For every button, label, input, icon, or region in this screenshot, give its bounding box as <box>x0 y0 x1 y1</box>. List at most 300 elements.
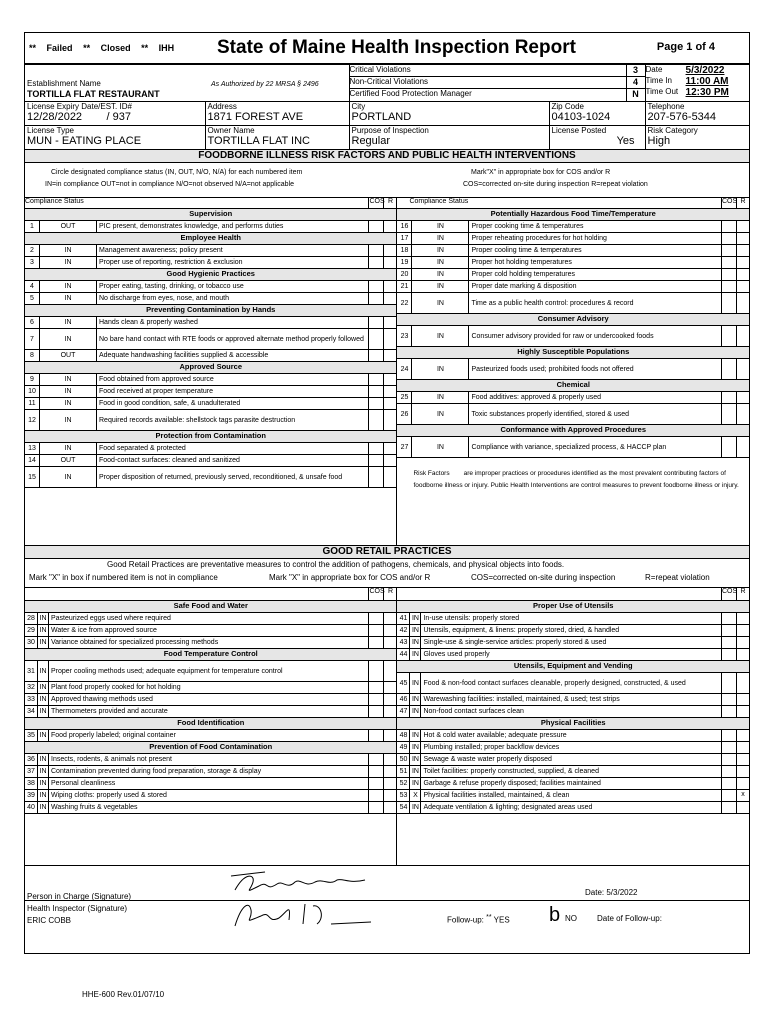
compliance-item <box>25 754 396 766</box>
repeat-checkbox[interactable] <box>383 317 396 328</box>
cos-checkbox[interactable] <box>721 245 736 256</box>
section-heading: Highly Susceptible Populations <box>397 347 749 359</box>
cos-checkbox[interactable] <box>721 392 736 403</box>
repeat-checkbox[interactable] <box>383 682 396 693</box>
cos-label-right: COS <box>721 198 736 208</box>
repeat-checkbox[interactable] <box>736 245 749 256</box>
retail-right-rows <box>397 601 749 814</box>
item-description: Single-use & single-service articles: properly stored & used <box>423 639 607 646</box>
section-heading: Safe Food and Water <box>25 601 396 613</box>
item-status: IN <box>38 694 49 705</box>
compliance-item <box>397 293 749 314</box>
risk-right-header <box>397 198 749 209</box>
repeat-checkbox[interactable] <box>736 694 749 705</box>
compliance-item <box>397 359 749 380</box>
item-description: Insects, rodents, & animals not present <box>51 756 173 763</box>
cos-checkbox[interactable] <box>721 754 736 765</box>
risk-factor-grid <box>25 198 749 545</box>
item-status: IN <box>38 706 49 717</box>
item-description: Contamination prevented during food preparation, storage & display <box>51 768 262 775</box>
section-heading: Prevention of Food Contamination <box>25 742 396 754</box>
compliance-item <box>397 613 749 625</box>
item-status: IN <box>38 637 49 648</box>
cos-checkbox[interactable] <box>368 637 383 648</box>
compliance-item <box>25 625 396 637</box>
cos-checkbox[interactable] <box>721 404 736 424</box>
compliance-item <box>397 233 749 245</box>
item-number: 22 <box>397 293 412 313</box>
item-description: Food & non-food contact surfaces cleanable, properly designed, constructed, & used <box>423 679 686 687</box>
cfpm-label: Certified Food Protection Manager <box>349 89 472 98</box>
ihh-label: IHH <box>158 43 175 53</box>
cos-checkbox[interactable] <box>368 374 383 385</box>
compliance-item <box>25 329 396 350</box>
item-status: IN <box>410 613 421 624</box>
compliance-item <box>397 437 749 458</box>
compliance-item <box>397 404 749 425</box>
compliance-item <box>25 443 396 455</box>
repeat-checkbox[interactable] <box>736 766 749 777</box>
legend-mark: Mark"X" in appropriate box for COS and/or R <box>471 169 611 176</box>
item-number: 25 <box>397 392 412 403</box>
license-type: MUN - EATING PLACE <box>27 135 142 147</box>
city: PORTLAND <box>351 111 412 123</box>
form-id: HHE-600 Rev.01/07/10 <box>82 990 165 999</box>
risk-legend <box>25 163 749 198</box>
critical-count: 3 <box>626 65 645 76</box>
section-heading: Potentially Hazardous Food Time/Temperature <box>397 209 749 221</box>
cos-checkbox[interactable] <box>368 706 383 717</box>
owner-label: Owner Name <box>207 126 255 135</box>
item-description: Food-contact surfaces: cleaned and sanitized <box>99 457 240 464</box>
item-number: 36 <box>25 754 38 765</box>
item-number: 33 <box>25 694 38 705</box>
legend-circle: Circle designated compliance status (IN, OUT, N/O, N/A) for each numbered item <box>51 169 303 176</box>
item-number: 45 <box>397 673 410 693</box>
repeat-checkbox[interactable] <box>736 802 749 813</box>
item-description: Proper eating, tasting, drinking, or tobacco use <box>99 283 244 290</box>
signature-date: 5/3/2022 <box>606 888 638 897</box>
repeat-checkbox[interactable] <box>383 802 396 813</box>
item-description: Compliance with variance, specialized process, & HACCP plan <box>471 443 667 451</box>
item-number: 3 <box>25 257 40 268</box>
repeat-checkbox[interactable] <box>736 359 749 379</box>
risk-note <box>413 468 739 492</box>
compliance-item <box>397 625 749 637</box>
item-status: IN <box>410 694 421 705</box>
repeat-checkbox[interactable] <box>736 613 749 624</box>
item-number: 21 <box>397 281 412 292</box>
est-id: / 937 <box>106 111 131 123</box>
cos-checkbox[interactable] <box>368 625 383 636</box>
item-description: Non-food contact surfaces clean <box>423 708 524 715</box>
cos-checkbox[interactable] <box>368 802 383 813</box>
cos-checkbox[interactable] <box>721 649 736 660</box>
cos-checkbox[interactable] <box>721 269 736 280</box>
item-status: IN <box>412 245 469 256</box>
item-status: IN <box>38 625 49 636</box>
item-status: IN <box>38 790 49 801</box>
item-number: 40 <box>25 802 38 813</box>
repeat-checkbox[interactable] <box>383 281 396 292</box>
item-status: IN <box>38 682 49 693</box>
repeat-checkbox[interactable] <box>383 443 396 454</box>
zip-label: Zip Code <box>551 102 584 111</box>
repeat-checkbox[interactable] <box>736 637 749 648</box>
risk-right-rows <box>397 209 749 458</box>
item-number: 28 <box>25 613 38 624</box>
noncritical-label: Non-Critical Violations <box>349 77 429 86</box>
repeat-checkbox[interactable] <box>736 293 749 313</box>
license-expiry-label: License Expiry Date/EST. ID# <box>27 102 132 111</box>
item-status: IN <box>38 754 49 765</box>
cos-checkbox[interactable] <box>721 625 736 636</box>
repeat-checkbox[interactable] <box>383 766 396 777</box>
item-number: 37 <box>25 766 38 777</box>
repeat-checkbox[interactable] <box>383 706 396 717</box>
retail-legend <box>25 559 749 588</box>
item-description: Food properly labeled; original container <box>51 732 176 739</box>
item-number: 6 <box>25 317 40 328</box>
cos-checkbox[interactable] <box>368 281 383 292</box>
compliance-item <box>25 257 396 269</box>
item-status: IN <box>40 443 97 454</box>
cos-checkbox[interactable] <box>368 682 383 693</box>
cos-checkbox[interactable] <box>721 706 736 717</box>
compliance-item <box>397 637 749 649</box>
repeat-checkbox[interactable] <box>736 281 749 292</box>
repeat-checkbox[interactable] <box>736 625 749 636</box>
item-number: 1 <box>25 221 40 232</box>
cos-checkbox[interactable] <box>721 790 736 801</box>
compliance-status-label-right: Compliance Status <box>409 198 469 205</box>
item-number: 35 <box>25 730 38 741</box>
section-heading: Chemical <box>397 380 749 392</box>
risk-left-column <box>25 198 397 545</box>
legend-codes: IN=in compliance OUT=not in compliance N/O=not observed N/A=not applicable <box>45 181 295 188</box>
cos-checkbox[interactable] <box>368 467 383 487</box>
item-status: IN <box>412 281 469 292</box>
item-number: 11 <box>25 398 40 409</box>
item-number: 52 <box>397 778 410 789</box>
cos-checkbox[interactable] <box>368 293 383 304</box>
time-in-label: Time In <box>645 76 672 85</box>
repeat-checkbox[interactable] <box>736 673 749 693</box>
retail-right-header <box>397 588 749 601</box>
followup-yes: YES <box>493 915 510 925</box>
cfpm-value: N <box>626 89 645 101</box>
compliance-item <box>397 221 749 233</box>
compliance-item <box>397 694 749 706</box>
repeat-checkbox[interactable] <box>383 694 396 705</box>
item-number: 51 <box>397 766 410 777</box>
cos-checkbox[interactable] <box>721 437 736 457</box>
item-description: PIC present, demonstrates knowledge, and performs duties <box>99 223 284 230</box>
license-posted-label: License Posted <box>551 126 607 135</box>
compliance-item <box>397 649 749 661</box>
item-number: 8 <box>25 350 40 361</box>
page-number: Page 1 of 4 <box>656 41 715 53</box>
section-heading: Supervision <box>25 209 396 221</box>
item-status: OUT <box>40 455 97 466</box>
item-number: 9 <box>25 374 40 385</box>
item-number: 12 <box>25 410 40 430</box>
cos-checkbox[interactable] <box>721 257 736 268</box>
cos-checkbox[interactable] <box>721 233 736 244</box>
compliance-item <box>397 778 749 790</box>
repeat-checkbox[interactable] <box>736 233 749 244</box>
repeat-checkbox[interactable] <box>736 706 749 717</box>
section-heading: Utensils, Equipment and Vending <box>397 661 749 673</box>
repeat-checkbox[interactable] <box>383 257 396 268</box>
item-status: IN <box>410 673 421 693</box>
cos-checkbox[interactable] <box>368 661 383 681</box>
cos-checkbox[interactable] <box>368 350 383 361</box>
repeat-checkbox[interactable] <box>383 221 396 232</box>
repeat-checkbox[interactable] <box>383 730 396 741</box>
risk-right-column <box>397 198 749 545</box>
cos-checkbox[interactable] <box>368 613 383 624</box>
item-description: Proper hot holding temperatures <box>471 259 572 266</box>
time-out: 12:30 PM <box>685 87 729 98</box>
followup-label: Follow-up: <box>447 915 484 925</box>
section-heading: Food Temperature Control <box>25 649 396 661</box>
cos-checkbox[interactable] <box>368 329 383 349</box>
item-description: Wiping cloths: properly used & stored <box>51 792 167 799</box>
item-number: 5 <box>25 293 40 304</box>
r-label: R <box>383 198 396 208</box>
cos-checkbox[interactable] <box>721 766 736 777</box>
item-description: Food obtained from approved source <box>99 376 214 383</box>
risk-label: Risk Category <box>647 126 698 135</box>
item-description: Garbage & refuse properly disposed; facilities maintained <box>423 780 601 787</box>
cos-checkbox[interactable] <box>721 359 736 379</box>
section-heading: Approved Source <box>25 362 396 374</box>
item-number: 13 <box>25 443 40 454</box>
item-description: Toilet facilities: properly constructed, supplied, & cleaned <box>423 768 599 775</box>
item-status: IN <box>38 613 49 624</box>
compliance-item <box>397 245 749 257</box>
repeat-checkbox[interactable] <box>736 326 749 346</box>
repeat-checkbox[interactable] <box>736 742 749 753</box>
repeat-checkbox[interactable] <box>736 269 749 280</box>
repeat-checkbox[interactable] <box>383 410 396 430</box>
item-status: IN <box>412 326 469 346</box>
repeat-checkbox[interactable] <box>736 778 749 789</box>
cos-checkbox[interactable] <box>368 317 383 328</box>
repeat-checkbox[interactable] <box>383 467 396 487</box>
repeat-checkbox[interactable] <box>383 625 396 636</box>
risk-left-header <box>25 198 396 209</box>
item-number: 29 <box>25 625 38 636</box>
cos-checkbox[interactable] <box>721 742 736 753</box>
cos-checkbox[interactable] <box>721 637 736 648</box>
cos-checkbox[interactable] <box>368 730 383 741</box>
repeat-checkbox[interactable] <box>383 778 396 789</box>
item-status: IN <box>412 233 469 244</box>
cos-checkbox[interactable] <box>721 694 736 705</box>
item-description: Proper date marking & disposition <box>471 283 577 290</box>
compliance-item <box>25 706 396 718</box>
repeat-checkbox[interactable] <box>383 293 396 304</box>
repeat-checkbox[interactable] <box>383 754 396 765</box>
cos-checkbox[interactable] <box>368 694 383 705</box>
item-status: X <box>410 790 421 801</box>
repeat-checkbox[interactable] <box>736 221 749 232</box>
item-description: Food separated & protected <box>99 445 186 452</box>
purpose-label: Purpose of Inspection <box>351 126 429 135</box>
item-number: 26 <box>397 404 412 424</box>
item-number: 50 <box>397 754 410 765</box>
retail-cos-label: COS <box>368 588 383 600</box>
cos-checkbox[interactable] <box>368 778 383 789</box>
item-status: IN <box>412 269 469 280</box>
item-number: 34 <box>25 706 38 717</box>
compliance-status-label: Compliance Status <box>25 198 84 205</box>
item-number: 39 <box>25 790 38 801</box>
repeat-checkbox[interactable] <box>736 437 749 457</box>
compliance-item <box>25 455 396 467</box>
item-number: 7 <box>25 329 40 349</box>
cos-checkbox[interactable] <box>721 673 736 693</box>
item-description: Food additives: approved & properly used <box>471 394 602 401</box>
compliance-item <box>397 326 749 347</box>
retail-mark1: Mark "X" in box if numbered item is not in compliance <box>29 573 218 582</box>
item-number: 14 <box>25 455 40 466</box>
cos-checkbox[interactable] <box>368 443 383 454</box>
signature-area: Person in Charge (Signature) Date: 5/3/2022 Health Inspector (Signature) ERIC COBB Follow-up: ** YES b NO Date of Follow-up: <box>25 865 749 932</box>
cos-checkbox[interactable] <box>721 730 736 741</box>
item-number: 23 <box>397 326 412 346</box>
risk-section-title: FOODBORNE ILLNESS RISK FACTORS AND PUBLIC HEALTH INTERVENTIONS <box>25 150 749 163</box>
cos-checkbox[interactable] <box>721 281 736 292</box>
item-status: IN <box>410 637 421 648</box>
repeat-checkbox[interactable] <box>383 245 396 256</box>
establishment-name: TORTILLA FLAT RESTAURANT <box>27 89 160 99</box>
item-status: IN <box>40 410 97 430</box>
repeat-checkbox[interactable] <box>736 754 749 765</box>
compliance-item <box>25 682 396 694</box>
item-number: 20 <box>397 269 412 280</box>
item-number: 42 <box>397 625 410 636</box>
time-out-label: Time Out <box>645 87 679 96</box>
zip: 04103-1024 <box>551 111 611 123</box>
item-description: Variance obtained for specialized processing methods <box>51 639 219 646</box>
item-description: Plumbing installed; proper backflow devices <box>423 744 560 751</box>
item-description: Utensils, equipment, & linens: properly stored, dried, & handled <box>423 627 620 634</box>
repeat-checkbox[interactable] <box>383 386 396 397</box>
cos-checkbox[interactable] <box>368 398 383 409</box>
item-description: Hot & cold water available; adequate pressure <box>423 732 567 739</box>
item-description: Pasteurized foods used; prohibited foods not offered <box>471 365 634 373</box>
cos-checkbox[interactable] <box>368 410 383 430</box>
item-status: IN <box>412 293 469 313</box>
cos-checkbox[interactable] <box>368 455 383 466</box>
repeat-checkbox[interactable] <box>736 404 749 424</box>
retail-mark4: R=repeat violation <box>645 573 710 582</box>
repeat-checkbox[interactable] <box>383 350 396 361</box>
repeat-checkbox[interactable] <box>383 374 396 385</box>
cos-checkbox[interactable] <box>721 613 736 624</box>
item-number: 32 <box>25 682 38 693</box>
repeat-checkbox[interactable] <box>383 613 396 624</box>
repeat-checkbox[interactable]: x <box>736 790 749 801</box>
report-header <box>25 33 749 64</box>
pic-signature <box>225 868 395 898</box>
cos-checkbox[interactable] <box>721 221 736 232</box>
cos-checkbox[interactable] <box>368 766 383 777</box>
section-heading: Employee Health <box>25 233 396 245</box>
phone-label: Telephone <box>647 102 685 111</box>
item-number: 43 <box>397 637 410 648</box>
section-heading: Preventing Contamination by Hands <box>25 305 396 317</box>
repeat-checkbox[interactable] <box>383 329 396 349</box>
item-status: IN <box>40 374 97 385</box>
item-status: IN <box>38 778 49 789</box>
cos-checkbox[interactable] <box>368 790 383 801</box>
repeat-checkbox[interactable] <box>383 637 396 648</box>
compliance-item <box>397 281 749 293</box>
cos-checkbox[interactable] <box>721 293 736 313</box>
item-number: 4 <box>25 281 40 292</box>
repeat-checkbox[interactable] <box>383 455 396 466</box>
cos-checkbox[interactable] <box>721 326 736 346</box>
cos-checkbox[interactable] <box>368 386 383 397</box>
item-number: 48 <box>397 730 410 741</box>
section-heading: Good Hygienic Practices <box>25 269 396 281</box>
status-flags: ** Failed ** Closed ** IHH <box>29 43 175 53</box>
repeat-checkbox[interactable] <box>736 730 749 741</box>
item-status: IN <box>40 467 97 487</box>
item-description: Proper disposition of returned, previously served, reconditioned, & unsafe food <box>99 473 343 481</box>
inspector-name: ERIC COBB <box>27 916 72 925</box>
repeat-checkbox[interactable] <box>383 790 396 801</box>
item-description: Hands clean & properly washed <box>99 319 198 326</box>
critical-label: Critical Violations <box>349 65 411 74</box>
repeat-checkbox[interactable] <box>736 257 749 268</box>
followup-date-label: Date of Follow-up: <box>597 914 662 923</box>
repeat-checkbox[interactable] <box>383 398 396 409</box>
item-description: Proper cooking time & temperatures <box>471 223 584 230</box>
retail-r-label: R <box>383 588 396 600</box>
cos-checkbox[interactable] <box>368 754 383 765</box>
repeat-checkbox[interactable] <box>736 649 749 660</box>
risk-note-body: are improper practices or procedures identified as the most prevalent contributing factors of foodborne illness or injury. Public Health Interventions are control measures to prevent foodborne illness or injury. <box>413 470 739 489</box>
item-description: Management awareness; policy present <box>99 247 223 254</box>
repeat-checkbox[interactable] <box>736 392 749 403</box>
license-type-label: License Type <box>27 126 74 135</box>
item-number: 41 <box>397 613 410 624</box>
closed-label: Closed <box>100 43 131 53</box>
item-number: 27 <box>397 437 412 457</box>
repeat-checkbox[interactable] <box>383 661 396 681</box>
item-description: Thermometers provided and accurate <box>51 708 168 715</box>
item-status: IN <box>410 742 421 753</box>
item-description: Proper reheating procedures for hot holding <box>471 235 607 242</box>
cos-checkbox[interactable] <box>721 802 736 813</box>
cos-checkbox[interactable] <box>368 221 383 232</box>
item-status: IN <box>412 359 469 379</box>
cos-checkbox[interactable] <box>368 245 383 256</box>
item-number: 18 <box>397 245 412 256</box>
compliance-item <box>397 802 749 814</box>
section-heading: Food Identification <box>25 718 396 730</box>
item-description: Approved thawing methods used <box>51 696 153 703</box>
cos-checkbox[interactable] <box>368 257 383 268</box>
cos-checkbox[interactable] <box>721 778 736 789</box>
retail-left-rows <box>25 601 396 814</box>
risk-category: High <box>647 135 671 147</box>
